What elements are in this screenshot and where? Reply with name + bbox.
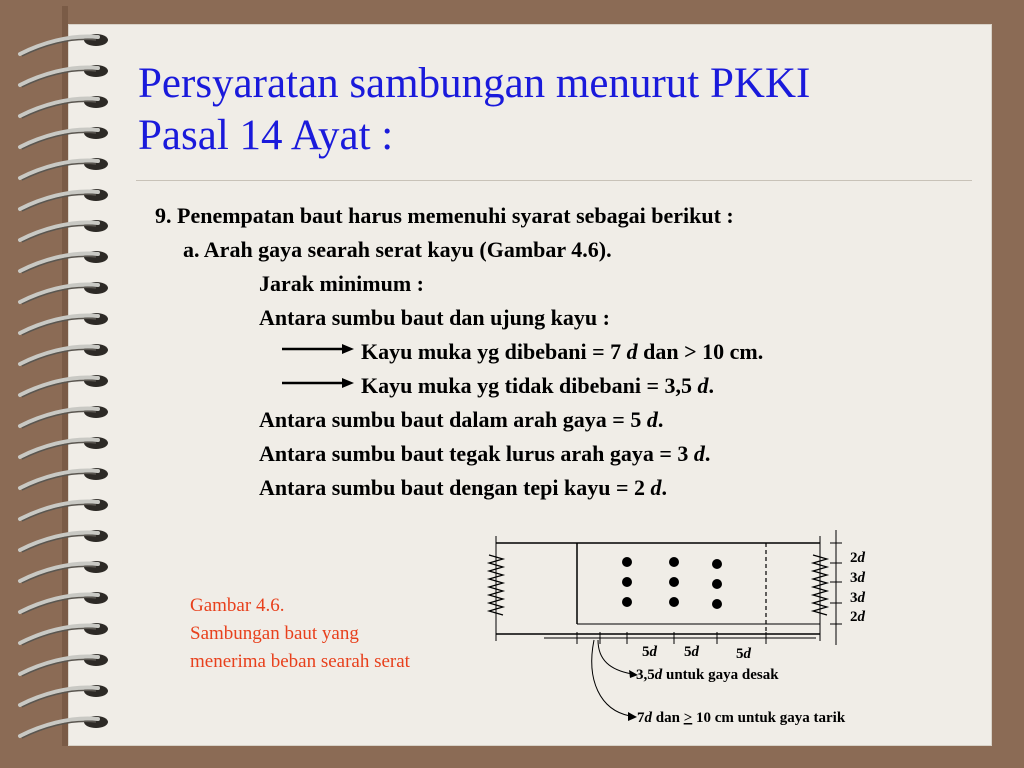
- dim-label-3d-lower: 3d: [850, 590, 865, 606]
- title-line-1: Persyaratan sambungan menurut PKKI: [138, 60, 811, 107]
- ujung-loaded-tail: dan > 10 cm.: [637, 339, 764, 364]
- binding-ring: [20, 65, 108, 87]
- dim-label-2d-bottom: 2d: [850, 609, 865, 625]
- bolt: [669, 597, 679, 607]
- bolt: [622, 597, 632, 607]
- ujung-unloaded-d: d: [697, 373, 709, 398]
- ujung-title: Antara sumbu baut dan ujung kayu :: [259, 305, 610, 330]
- ujung-unloaded: [361, 373, 714, 399]
- binding-ring: [20, 530, 108, 552]
- binding-ring: [20, 654, 108, 676]
- bolt: [712, 579, 722, 589]
- ujung-unloaded-tail: .: [708, 373, 715, 398]
- arrow-right-icon: [282, 376, 354, 390]
- bolt: [622, 577, 632, 587]
- dim-label-2d-top: 2d: [850, 550, 865, 566]
- tepi-d: d: [650, 475, 662, 500]
- jarak-minimum-label: Jarak minimum :: [259, 271, 424, 296]
- bolt: [712, 559, 722, 569]
- binding-ring: [20, 561, 108, 583]
- bolt: [669, 577, 679, 587]
- leader-desak-curve: [598, 640, 632, 674]
- ujung-loaded-text: Kayu muka yg dibebani = 7: [361, 339, 627, 364]
- tegak-lurus: [259, 441, 710, 467]
- tegak-d: d: [693, 441, 705, 466]
- leader-tarik-curve: [592, 640, 630, 716]
- ujung-unloaded-text: Kayu muka yg tidak dibebani = 3,5: [361, 373, 698, 398]
- binding-ring: [20, 189, 108, 211]
- note-gaya-desak: 3,5d untuk gaya desak: [636, 667, 779, 683]
- bolt: [669, 557, 679, 567]
- bolt: [622, 557, 632, 567]
- dim-label-5d-3: 5d: [736, 646, 751, 662]
- sub-item-a: a. Arah gaya searah serat kayu (Gambar 4.6).: [183, 237, 612, 262]
- binding-ring: [20, 282, 108, 304]
- figure-caption: [190, 592, 410, 676]
- binding-ring: [20, 716, 108, 738]
- title-divider: [136, 180, 972, 181]
- binding-ring: [20, 468, 108, 490]
- item-heading: 9. Penempatan baut harus memenuhi syarat sebagai berikut :: [155, 203, 734, 228]
- ujung-loaded: [361, 339, 763, 365]
- binding-ring: [20, 623, 108, 645]
- bolt: [712, 599, 722, 609]
- spiral-binding: [0, 0, 120, 768]
- binding-ring: [20, 685, 108, 707]
- title-line-2: Pasal 14 Ayat :: [138, 112, 394, 159]
- binding-ring: [20, 96, 108, 118]
- tepi-text: Antara sumbu baut dengan tepi kayu = 2: [259, 475, 651, 500]
- dim-label-3d-upper: 3d: [850, 570, 865, 586]
- ujung-loaded-d: d: [626, 339, 638, 364]
- tegak-text: Antara sumbu baut tegak lurus arah gaya = 3: [259, 441, 694, 466]
- dim-label-5d-2: 5d: [684, 644, 699, 660]
- slide-title: [138, 58, 978, 162]
- binding-ring: [20, 499, 108, 521]
- binding-ring: [20, 251, 108, 273]
- dalam-arah-gaya: [259, 407, 663, 433]
- binding-ring: [20, 220, 108, 242]
- binding-ring: [20, 592, 108, 614]
- caption-line-2: Sambungan baut yang: [190, 623, 359, 644]
- tepi-kayu: [259, 475, 667, 501]
- dalam-text: Antara sumbu baut dalam arah gaya = 5: [259, 407, 647, 432]
- binding-ring: [20, 313, 108, 335]
- binding-ring: [20, 437, 108, 459]
- binding-ring: [20, 34, 108, 56]
- caption-line-3: menerima beban searah serat: [190, 651, 410, 672]
- bolt-joint-diagram: [470, 520, 940, 750]
- binding-ring: [20, 344, 108, 366]
- arrow-right-icon: [282, 342, 354, 356]
- leader-tarik-arrowhead: [628, 712, 637, 721]
- tegak-tail: .: [704, 441, 711, 466]
- binding-ring: [20, 375, 108, 397]
- binding-ring: [20, 127, 108, 149]
- dim-label-5d-1: 5d: [642, 644, 657, 660]
- binding-ring: [20, 158, 108, 180]
- caption-line-1: Gambar 4.6.: [190, 595, 285, 616]
- tepi-tail: .: [661, 475, 668, 500]
- dalam-tail: .: [657, 407, 664, 432]
- dalam-d: d: [646, 407, 658, 432]
- binding-ring: [20, 406, 108, 428]
- note-gaya-tarik: 7d dan > 10 cm untuk gaya tarik: [637, 710, 846, 726]
